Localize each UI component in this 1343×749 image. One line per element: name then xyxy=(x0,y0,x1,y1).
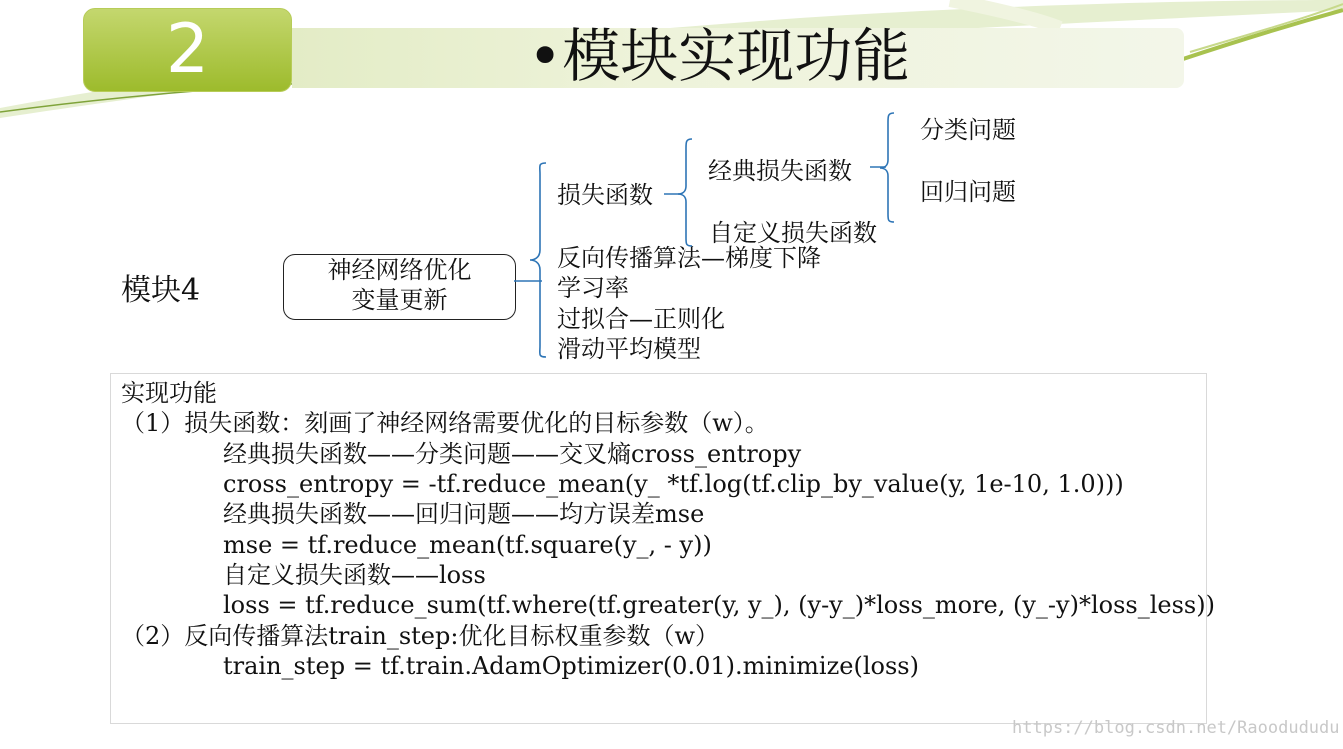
branch-backprop: 反向传播算法—梯度下降 xyxy=(557,244,821,272)
classic-brace xyxy=(878,112,898,224)
slide-title: •模块实现功能 xyxy=(528,22,911,90)
content-line-5: mse = tf.reduce_mean(tf.square(y_, - y)) xyxy=(223,531,712,559)
sub-regression: 回归问题 xyxy=(920,178,1016,206)
branch-learning-rate: 学习率 xyxy=(557,274,629,302)
content-line-4: 经典损失函数——回归问题——均方误差mse xyxy=(223,500,705,528)
center-node-line-2: 变量更新 xyxy=(351,286,448,314)
content-line-8: （2）反向传播算法train_step:优化目标权重参数（w） xyxy=(121,622,719,650)
slide-number-badge: 2 xyxy=(83,8,292,92)
center-node xyxy=(283,254,516,320)
content-line-3: cross_entropy = -tf.reduce_mean(y_ *tf.log(tf.clip_by_value(y, 1e-10, 1.0))) xyxy=(223,470,1124,498)
sub-classification: 分类问题 xyxy=(920,116,1016,144)
content-line-6: 自定义损失函数——loss xyxy=(223,561,486,589)
content-line-7: loss = tf.reduce_sum(tf.where(tf.greater(y, y_), (y-y_)*loss_more, (y_-y)*loss_less)) xyxy=(223,591,1215,619)
sub-custom-loss: 自定义损失函数 xyxy=(709,219,877,247)
content-heading: 实现功能 xyxy=(121,379,217,407)
content-line-1: （1）损失函数：刻画了神经网络需要优化的目标参数（w）。 xyxy=(121,409,769,437)
center-node-line-1: 神经网络优化 xyxy=(327,256,472,284)
branch-loss-function: 损失函数 xyxy=(557,181,653,209)
content-line-9: train_step = tf.train.AdamOptimizer(0.01).minimize(loss) xyxy=(223,652,919,680)
branch-overfitting: 过拟合—正则化 xyxy=(557,305,725,333)
loss-brace xyxy=(676,138,696,248)
branch-moving-average: 滑动平均模型 xyxy=(557,335,701,363)
content-line-2: 经典损失函数——分类问题——交叉熵cross_entropy xyxy=(223,440,802,468)
module-label: 模块4 xyxy=(121,273,201,308)
watermark: https://blog.csdn.net/Raoodududu xyxy=(1012,718,1340,738)
sub-classic-loss: 经典损失函数 xyxy=(708,157,852,185)
content-textbox xyxy=(110,373,1215,724)
main-brace xyxy=(528,162,550,358)
